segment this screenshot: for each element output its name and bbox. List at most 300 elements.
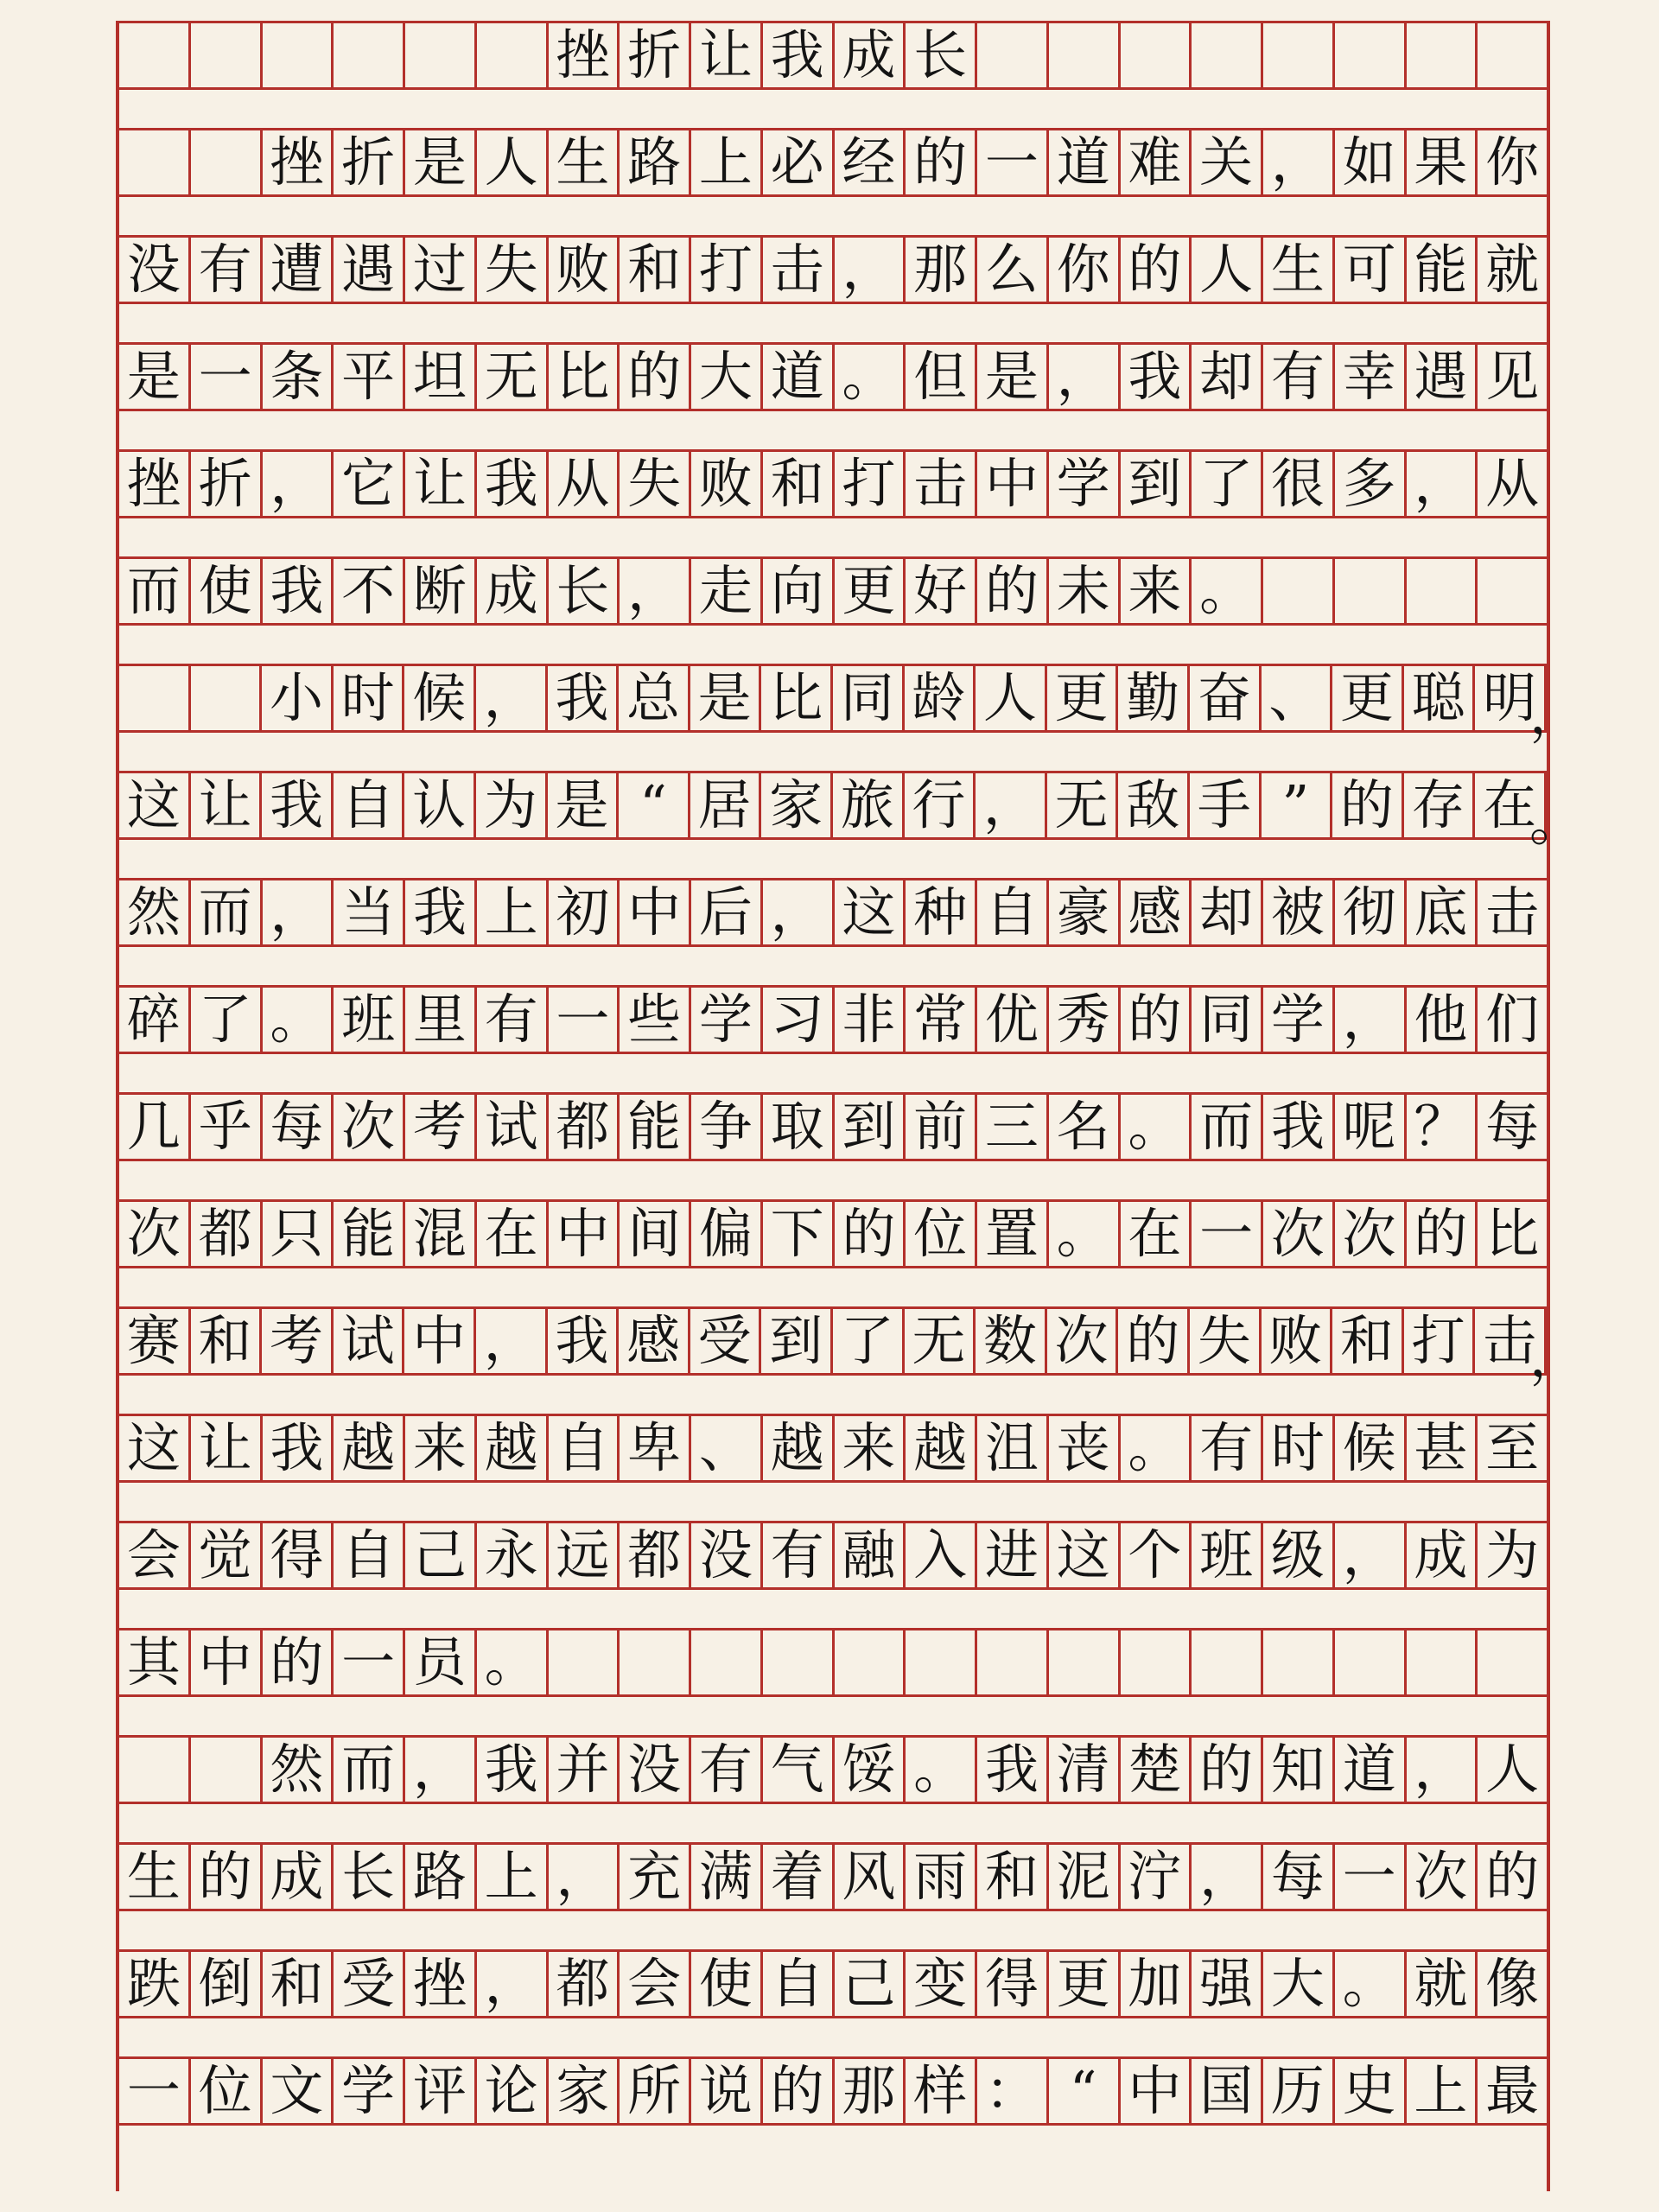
char-cell	[191, 1738, 263, 1802]
char-cell: 那	[906, 238, 977, 302]
char-cell: 我	[548, 1309, 620, 1373]
title-char-cell: 成	[835, 23, 906, 87]
char-cell: ，	[476, 1309, 548, 1373]
char-cell: 一	[977, 130, 1049, 194]
char-cell: 自	[549, 1416, 620, 1480]
char-cell: 国	[1192, 2059, 1263, 2123]
char-cell: 平	[334, 345, 405, 409]
char-cell: 远	[549, 1523, 620, 1587]
char-cell: 的	[1118, 1309, 1190, 1373]
char-cell: 得	[263, 1523, 334, 1587]
char-cell: 却	[1192, 345, 1263, 409]
char-cell: 小	[262, 666, 334, 730]
title-char-cell	[1049, 23, 1121, 87]
char-cell: 是	[119, 345, 191, 409]
char-cell: 居	[690, 773, 762, 837]
char-cell: 果	[1407, 130, 1478, 194]
char-cell: 大	[691, 345, 763, 409]
char-cell: 的	[1121, 988, 1192, 1052]
char-cell: 些	[620, 988, 691, 1052]
char-cell: 一	[191, 345, 263, 409]
text-row	[119, 128, 1547, 197]
char-cell: 到	[761, 1309, 833, 1373]
char-cell: 偏	[691, 1202, 763, 1266]
char-cell: 一	[334, 1630, 405, 1694]
title-char-cell: 折	[620, 23, 691, 87]
char-cell: 中	[977, 452, 1049, 516]
char-cell: 。	[835, 345, 906, 409]
char-cell: 条	[263, 345, 334, 409]
char-cell: 明	[1475, 666, 1547, 730]
char-cell: 无	[1047, 773, 1119, 837]
char-cell: 受	[334, 1952, 405, 2016]
text-row	[119, 556, 1547, 626]
char-cell: 成	[477, 559, 549, 623]
char-cell: 一	[1335, 1845, 1407, 1909]
char-cell: 文	[263, 2059, 334, 2123]
title-row	[119, 21, 1547, 90]
char-cell: 的	[1121, 238, 1192, 302]
char-cell: 卑	[620, 1416, 691, 1480]
char-cell	[1478, 1630, 1547, 1694]
char-cell: 必	[763, 130, 835, 194]
char-cell: 的	[906, 130, 977, 194]
char-cell: 成	[263, 1845, 334, 1909]
char-cell: 手	[1190, 773, 1262, 837]
char-cell: 比	[761, 666, 833, 730]
char-cell: 后	[691, 880, 763, 944]
char-cell	[1263, 559, 1335, 623]
char-cell: 。	[263, 988, 334, 1052]
char-cell: 学	[334, 2059, 405, 2123]
char-cell: 泥	[1049, 1845, 1121, 1909]
char-cell: 但	[906, 345, 977, 409]
char-cell: 和	[191, 1309, 263, 1373]
char-cell: 失	[477, 238, 549, 302]
char-cell: ，	[1263, 130, 1335, 194]
char-cell: “	[1049, 2059, 1121, 2123]
char-cell: 道	[1049, 130, 1121, 194]
char-cell: 沮	[977, 1416, 1049, 1480]
char-cell: 跌	[119, 1952, 191, 2016]
char-cell: ，	[620, 559, 691, 623]
char-cell: 评	[405, 2059, 477, 2123]
char-cell: 强	[1192, 1952, 1263, 2016]
char-cell: 论	[477, 2059, 549, 2123]
char-cell: 向	[763, 559, 835, 623]
char-cell: 每	[1263, 1845, 1335, 1909]
char-cell: 间	[620, 1202, 691, 1266]
char-cell: 生	[1263, 238, 1335, 302]
char-cell: 考	[405, 1095, 477, 1159]
char-cell: 知	[1263, 1738, 1335, 1802]
char-cell: 人	[1485, 1738, 1540, 1801]
char-cell: 秀	[1049, 988, 1121, 1052]
char-cell	[835, 1630, 906, 1694]
char-cell: 家	[549, 2059, 620, 2123]
margin-punctuation: 。	[1529, 790, 1583, 853]
char-cell: 挫	[119, 452, 191, 516]
char-cell: “	[619, 773, 690, 837]
text-row	[119, 235, 1547, 304]
char-cell: 习	[763, 988, 835, 1052]
char-cell: 候	[404, 666, 476, 730]
char-cell	[906, 1630, 977, 1694]
char-cell: 却	[1192, 880, 1263, 944]
char-cell: 无	[905, 1309, 976, 1373]
char-cell: 每	[263, 1095, 334, 1159]
char-cell: 很	[1263, 452, 1335, 516]
char-cell: ，	[1407, 452, 1478, 516]
char-cell: 幸	[1335, 345, 1407, 409]
char-cell: 打	[835, 452, 906, 516]
char-cell: 班	[1192, 1523, 1263, 1587]
char-cell: ，	[1335, 988, 1407, 1052]
char-cell: 里	[405, 988, 477, 1052]
char-cell: 名	[1049, 1095, 1121, 1159]
title-char-cell	[119, 23, 191, 87]
char-cell: 更	[835, 559, 906, 623]
char-cell: 会	[620, 1952, 691, 2016]
char-cell: 至	[1485, 1416, 1540, 1479]
char-cell: 能	[334, 1202, 405, 1266]
char-cell: 同	[1192, 988, 1263, 1052]
char-cell: 人	[976, 666, 1047, 730]
char-cell: 其	[119, 1630, 191, 1694]
char-cell: 在	[1475, 773, 1547, 837]
char-cell: 学	[1049, 452, 1121, 516]
title-char-cell	[1335, 23, 1407, 87]
char-cell: 班	[334, 988, 405, 1052]
char-cell: 越	[477, 1416, 549, 1480]
char-cell: 走	[691, 559, 763, 623]
char-cell: 见	[1485, 345, 1540, 408]
char-cell: 聪	[1404, 666, 1476, 730]
char-cell: 过	[405, 238, 477, 302]
char-cell: 的	[1407, 1202, 1478, 1266]
char-cell: 最	[1485, 2059, 1540, 2122]
char-cell: 和	[1332, 1309, 1404, 1373]
char-cell: ”	[1262, 773, 1333, 837]
char-cell: 大	[1263, 1952, 1335, 2016]
char-cell: ，	[263, 452, 334, 516]
char-cell: 挫	[405, 1952, 477, 2016]
char-cell: 我	[477, 1738, 549, 1802]
char-cell: ，	[976, 773, 1047, 837]
char-cell: 置	[977, 1202, 1049, 1266]
char-cell: 泞	[1121, 1845, 1192, 1909]
char-cell: 人	[477, 130, 549, 194]
char-cell: 次	[334, 1095, 405, 1159]
char-cell: 我	[263, 1416, 334, 1480]
text-row	[119, 664, 1583, 746]
char-cell: 挫	[263, 130, 334, 194]
char-cell: ，	[1407, 1738, 1478, 1802]
char-cell: 败	[1262, 1309, 1333, 1373]
char-cell: 不	[334, 559, 405, 623]
char-cell	[1263, 1630, 1335, 1694]
char-cell: ，	[476, 666, 548, 730]
char-cell: 来	[835, 1416, 906, 1480]
char-cell: 生	[549, 130, 620, 194]
char-cell: 中	[1121, 2059, 1192, 2123]
char-cell: 遇	[334, 238, 405, 302]
char-cell: 丧	[1049, 1416, 1121, 1480]
char-cell: 的	[977, 559, 1049, 623]
char-cell: 有	[1192, 1416, 1263, 1480]
char-cell: 路	[405, 1845, 477, 1909]
char-cell: 比	[1485, 1202, 1540, 1265]
char-cell: 试	[477, 1095, 549, 1159]
char-cell: 和	[977, 1845, 1049, 1909]
char-cell: 使	[691, 1952, 763, 2016]
title-char-cell: 我	[763, 23, 835, 87]
char-cell: 馁	[835, 1738, 906, 1802]
char-cell: 更	[1332, 666, 1404, 730]
char-cell: 充	[620, 1845, 691, 1909]
char-cell: 那	[835, 2059, 906, 2123]
char-cell: 道	[763, 345, 835, 409]
char-cell: 有	[477, 988, 549, 1052]
char-cell: 它	[334, 452, 405, 516]
char-cell: 敌	[1118, 773, 1190, 837]
char-cell: 呢	[1335, 1095, 1407, 1159]
char-cell: 自	[334, 773, 405, 837]
char-cell: 楚	[1121, 1738, 1192, 1802]
char-cell: 让	[405, 452, 477, 516]
char-cell: 总	[619, 666, 690, 730]
char-cell: 中	[404, 1309, 476, 1373]
title-char-cell	[263, 23, 334, 87]
margin-punctuation: ，	[1529, 683, 1583, 746]
char-cell: 更	[1047, 666, 1119, 730]
char-cell: 史	[1335, 2059, 1407, 2123]
char-cell: 比	[549, 345, 620, 409]
char-cell: 使	[191, 559, 263, 623]
title-char-cell: 挫	[549, 23, 620, 87]
char-cell: 能	[620, 1095, 691, 1159]
char-cell: 碎	[119, 988, 191, 1052]
char-cell: 让	[191, 773, 263, 837]
char-cell: 为	[476, 773, 548, 837]
char-cell: 常	[906, 988, 977, 1052]
char-cell: 下	[763, 1202, 835, 1266]
char-cell: ，	[835, 238, 906, 302]
char-cell: 中	[549, 1202, 620, 1266]
char-cell: 。	[1335, 1952, 1407, 2016]
text-row	[119, 878, 1547, 947]
char-cell: 有	[191, 238, 263, 302]
char-cell: 这	[1049, 1523, 1121, 1587]
char-cell: 受	[690, 1309, 762, 1373]
essay-grid-paper	[116, 21, 1583, 2191]
char-cell: 级	[1263, 1523, 1335, 1587]
char-cell: 让	[191, 1416, 263, 1480]
char-cell: 自	[763, 1952, 835, 2016]
char-cell: 就	[1485, 238, 1540, 301]
char-cell: 到	[1121, 452, 1192, 516]
char-cell: 我	[977, 1738, 1049, 1802]
char-cell: ，	[763, 880, 835, 944]
char-cell: 会	[119, 1523, 191, 1587]
char-cell: 上	[1407, 2059, 1478, 2123]
char-cell: 长	[549, 559, 620, 623]
char-cell: 击	[1485, 880, 1540, 944]
char-cell: 说	[691, 2059, 763, 2123]
char-cell	[1049, 1630, 1121, 1694]
char-cell	[119, 130, 191, 194]
title-char-cell: 让	[691, 23, 763, 87]
char-cell: 来	[405, 1416, 477, 1480]
char-cell: 入	[906, 1523, 977, 1587]
char-cell: 中	[191, 1630, 263, 1694]
char-cell: 混	[405, 1202, 477, 1266]
text-row	[119, 2056, 1547, 2126]
char-cell: 学	[1263, 988, 1335, 1052]
char-cell: 。	[1121, 1416, 1192, 1480]
char-cell: 数	[976, 1309, 1047, 1373]
char-cell: 是	[405, 130, 477, 194]
char-cell: 在	[1121, 1202, 1192, 1266]
char-cell: 败	[691, 452, 763, 516]
char-cell: 这	[119, 773, 191, 837]
char-cell: 都	[620, 1523, 691, 1587]
char-cell: 这	[119, 1416, 191, 1480]
char-cell: 非	[835, 988, 906, 1052]
char-cell: 、	[691, 1416, 763, 1480]
char-cell: 上	[477, 880, 549, 944]
char-cell: 越	[763, 1416, 835, 1480]
char-cell: 气	[763, 1738, 835, 1802]
char-cell: 关	[1192, 130, 1263, 194]
char-cell: 更	[1049, 1952, 1121, 2016]
char-cell: 旅	[833, 773, 905, 837]
char-cell: 未	[1049, 559, 1121, 623]
char-cell: 次	[1263, 1202, 1335, 1266]
char-cell: 豪	[1049, 880, 1121, 944]
char-cell: 。	[477, 1630, 549, 1694]
char-cell: 了	[1192, 452, 1263, 516]
char-cell: 是	[548, 773, 620, 837]
char-cell	[620, 1630, 691, 1694]
char-cell: 而	[1192, 1095, 1263, 1159]
char-cell: 行	[905, 773, 976, 837]
char-cell: 中	[620, 880, 691, 944]
char-cell: 认	[404, 773, 476, 837]
char-cell: 断	[405, 559, 477, 623]
char-cell: 遭	[263, 238, 334, 302]
char-cell: 坦	[405, 345, 477, 409]
char-cell: 人	[1192, 238, 1263, 302]
char-cell: 初	[549, 880, 620, 944]
char-cell: ，	[549, 1845, 620, 1909]
text-row	[119, 1414, 1547, 1483]
char-cell: 进	[977, 1523, 1049, 1587]
char-cell: 然	[263, 1738, 334, 1802]
char-cell: 难	[1121, 130, 1192, 194]
char-cell	[691, 1630, 763, 1694]
title-char-cell	[977, 23, 1049, 87]
char-cell: 风	[835, 1845, 906, 1909]
text-row	[119, 449, 1547, 518]
title-char-cell	[1121, 23, 1192, 87]
title-char-cell	[1263, 23, 1335, 87]
text-row	[119, 1949, 1547, 2018]
char-cell: 的	[620, 345, 691, 409]
text-row	[119, 985, 1547, 1054]
char-cell: 上	[477, 1845, 549, 1909]
char-cell: 来	[1121, 559, 1192, 623]
text-row	[119, 342, 1547, 411]
char-cell: ，	[1192, 1845, 1263, 1909]
char-cell: 就	[1407, 1952, 1478, 2016]
char-cell: 赛	[119, 1309, 191, 1373]
char-cell: 次	[1407, 1845, 1478, 1909]
title-char-cell	[1478, 23, 1547, 87]
title-char-cell: 长	[906, 23, 977, 87]
char-cell: 。	[1049, 1202, 1121, 1266]
char-cell: 清	[1049, 1738, 1121, 1802]
char-cell: 倒	[191, 1952, 263, 2016]
char-cell: 一	[119, 2059, 191, 2123]
char-cell: 试	[334, 1309, 405, 1373]
char-cell: 成	[1407, 1523, 1478, 1587]
char-cell: 每	[1485, 1095, 1540, 1158]
char-cell: 同	[833, 666, 905, 730]
char-cell: 而	[191, 880, 263, 944]
char-cell: 的	[1332, 773, 1404, 837]
title-char-cell	[405, 23, 477, 87]
char-cell	[119, 1738, 191, 1802]
char-cell: 都	[191, 1202, 263, 1266]
char-cell: 只	[263, 1202, 334, 1266]
char-cell: 长	[334, 1845, 405, 1909]
char-cell: 加	[1121, 1952, 1192, 2016]
char-cell: 生	[119, 1845, 191, 1909]
char-cell: 没	[620, 1738, 691, 1802]
char-cell: 而	[334, 1738, 405, 1802]
char-cell	[1407, 559, 1478, 623]
char-cell: 多	[1335, 452, 1407, 516]
char-cell: 击	[1475, 1309, 1547, 1373]
char-cell: 甚	[1407, 1416, 1478, 1480]
char-cell: 然	[119, 880, 191, 944]
char-cell: 为	[1485, 1523, 1540, 1586]
char-cell	[1121, 1630, 1192, 1694]
char-cell: 了	[833, 1309, 905, 1373]
char-cell: 乎	[191, 1095, 263, 1159]
char-cell: 到	[835, 1095, 906, 1159]
char-cell: 能	[1407, 238, 1478, 302]
char-cell: 这	[835, 880, 906, 944]
char-cell: 我	[548, 666, 620, 730]
char-cell: 越	[906, 1416, 977, 1480]
char-cell: 遇	[1407, 345, 1478, 409]
char-cell	[191, 666, 263, 730]
char-cell: 勤	[1118, 666, 1190, 730]
title-char-cell	[477, 23, 549, 87]
char-cell: 的	[191, 1845, 263, 1909]
char-cell: ：	[977, 2059, 1049, 2123]
char-cell: 打	[1404, 1309, 1476, 1373]
char-cell: 我	[263, 559, 334, 623]
char-cell: 己	[405, 1523, 477, 1587]
char-cell: 前	[906, 1095, 977, 1159]
char-cell: 路	[620, 130, 691, 194]
char-cell: 满	[691, 1845, 763, 1909]
char-cell: 并	[549, 1738, 620, 1802]
char-cell: 折	[191, 452, 263, 516]
